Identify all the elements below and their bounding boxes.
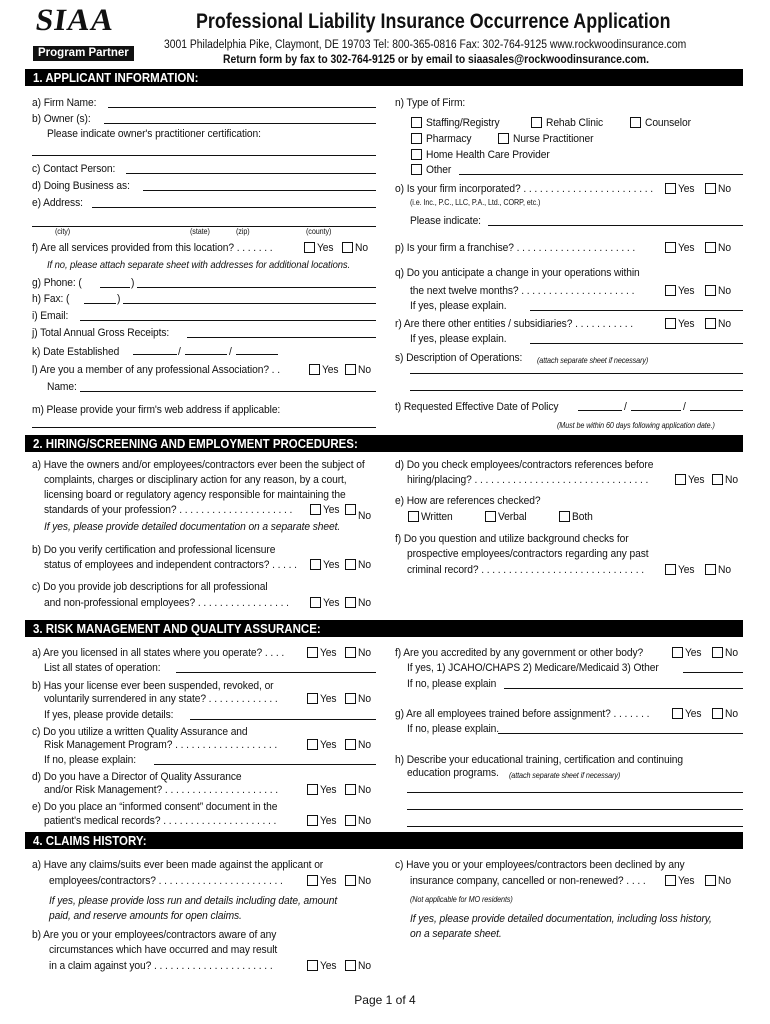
incorporated-question: o) Is your firm incorporated? . . . . . . . . . . . . . . . . . . . . . . . .: [395, 183, 653, 195]
yes-label: Yes: [678, 318, 695, 330]
risk-q-h-line2: education programs.: [407, 767, 499, 779]
change-operations-yes-checkbox[interactable]: [665, 285, 676, 296]
home-health-label: Home Health Care Provider: [426, 149, 550, 161]
section-header-applicant: 1. APPLICANT INFORMATION:: [25, 69, 743, 86]
trained-no-checkbox[interactable]: [712, 708, 723, 719]
same-location-no-checkbox[interactable]: [342, 242, 353, 253]
web-address-field[interactable]: [32, 427, 376, 428]
hiring-q-d-line1: d) Do you check employees/contractors references before: [395, 459, 654, 471]
franchise-question: p) Is your firm a franchise? . . . . . . . . . . . . . . . . . . . . . .: [395, 242, 636, 254]
address-label: e) Address:: [32, 197, 83, 209]
disciplinary-note: If yes, please provide detailed documentation on a separate sheet.: [44, 521, 341, 533]
same-location-question: f) Are all services provided from this location? . . . . . . .: [32, 242, 273, 254]
incorporated-yes-checkbox[interactable]: [665, 183, 676, 194]
declined-note-line1: If yes, please provide detailed documentation, including loss history,: [410, 913, 712, 925]
job-desc-yes-checkbox[interactable]: [310, 597, 321, 608]
background-check-no-checkbox[interactable]: [705, 564, 716, 575]
declined-yes-checkbox[interactable]: [665, 875, 676, 886]
county-caption: (county): [306, 227, 332, 236]
circumstances-yes-checkbox[interactable]: [307, 960, 318, 971]
claims-q-b-line3: in a claim against you? . . . . . . . . . . . . . . . . . . . . . .: [49, 960, 273, 972]
yes-label: Yes: [685, 647, 702, 659]
nurse-practitioner-checkbox[interactable]: [498, 133, 509, 144]
no-label: No: [725, 647, 738, 659]
subsidiaries-yes-checkbox[interactable]: [665, 318, 676, 329]
risk-q-f-line3: If no, please explain: [407, 678, 497, 690]
staffing-label: Staffing/Registry: [426, 117, 500, 129]
counselor-label: Counselor: [645, 117, 691, 129]
operations-description-field-1[interactable]: [410, 373, 743, 374]
date-established-month[interactable]: [133, 354, 177, 355]
risk-q-f-line1: f) Are you accredited by any government or other body?: [395, 647, 644, 659]
hiring-q-a-line1: a) Have the owners and/or employees/contractors ever been the subject of: [32, 459, 365, 471]
claims-note-line1: If yes, please provide loss run and details including date, amount: [49, 895, 338, 907]
phone-label: g) Phone: (: [32, 277, 82, 289]
yes-label: Yes: [320, 739, 337, 751]
yes-label: Yes: [322, 364, 339, 376]
email-field[interactable]: [80, 320, 376, 321]
subsidiaries-explain-field[interactable]: [530, 343, 743, 344]
job-desc-no-checkbox[interactable]: [345, 597, 356, 608]
qa-program-yes-checkbox[interactable]: [307, 739, 318, 750]
firm-name-label: a) Firm Name:: [32, 97, 97, 109]
fax-field[interactable]: [123, 303, 376, 304]
hiring-q-f-line3: criminal record? . . . . . . . . . . . . . . . . . . . . . . . . . . . . . .: [407, 564, 644, 576]
owner-field[interactable]: [104, 123, 376, 124]
yes-label: Yes: [323, 504, 340, 516]
association-no-checkbox[interactable]: [345, 364, 356, 375]
hiring-q-a-line4: standards of your profession? . . . . . . . . . . . . . . . . . . . . .: [44, 504, 293, 516]
education-field-2[interactable]: [407, 809, 743, 810]
no-label: No: [718, 242, 731, 254]
no-label: No: [718, 875, 731, 887]
effective-date-note: (Must be within 60 days following application date.): [557, 421, 715, 430]
other-firm-label: Other: [426, 164, 452, 176]
city-caption: (city): [55, 227, 71, 236]
address-field[interactable]: [92, 207, 376, 208]
yes-label: Yes: [320, 784, 337, 796]
dba-field[interactable]: [143, 190, 376, 191]
suspended-details-field[interactable]: [190, 719, 376, 720]
claims-q-c-line2: insurance company, cancelled or non-renewed? . . . .: [410, 875, 646, 887]
section-header-claims: 4. CLAIMS HISTORY:: [25, 832, 743, 849]
claims-q-b-line2: circumstances which have occurred and may result: [49, 944, 278, 956]
risk-q-c-line1: c) Do you utilize a written Quality Assurance and: [32, 726, 248, 738]
claims-q-c-line1: c) Have you or your employees/contractors been declined by any: [395, 859, 685, 871]
other-firm-checkbox[interactable]: [411, 164, 422, 175]
operations-description-field-2[interactable]: [410, 390, 743, 391]
references-no-checkbox[interactable]: [712, 474, 723, 485]
gross-receipts-field[interactable]: [187, 337, 376, 338]
no-label: No: [358, 647, 371, 659]
risk-q-a-line1: a) Are you licensed in all states where you operate? . . . .: [32, 647, 285, 659]
circumstances-no-checkbox[interactable]: [345, 960, 356, 971]
contact-person-label: c) Contact Person:: [32, 163, 116, 175]
risk-q-c-line2: Risk Management Program? . . . . . . . . . . . . . . . . . . .: [44, 739, 278, 751]
phone-field[interactable]: [137, 287, 376, 288]
association-question: l) Are you a member of any professional Association? . .: [32, 364, 280, 376]
owner-cert-label: Please indicate owner's practitioner certification:: [47, 128, 261, 140]
please-indicate-label: Please indicate:: [410, 215, 481, 227]
no-label: No: [358, 597, 371, 609]
hiring-q-b-line2: status of employees and independent contractors? . . . . .: [44, 559, 297, 571]
verify-cert-yes-checkbox[interactable]: [310, 559, 321, 570]
home-health-checkbox[interactable]: [411, 149, 422, 160]
risk-q-f-line2: If yes, 1) JCAHO/CHAPS 2) Medicare/Medicaid 3) Other: [407, 662, 659, 674]
risk-q-d-line2: and/or Risk Management? . . . . . . . . . . . . . . . . . . . . .: [44, 784, 279, 796]
background-check-yes-checkbox[interactable]: [665, 564, 676, 575]
gross-receipts-label: j) Total Annual Gross Receipts:: [32, 327, 170, 339]
entity-type-field[interactable]: [488, 225, 743, 226]
logo-subtitle: Program Partner: [33, 46, 134, 61]
no-label: No: [718, 183, 731, 195]
claims-no-checkbox[interactable]: [345, 875, 356, 886]
informed-consent-no-checkbox[interactable]: [345, 815, 356, 826]
pharmacy-label: Pharmacy: [426, 133, 472, 145]
hiring-q-f-line2: prospective employees/contractors regarding any past: [407, 548, 649, 560]
yes-label: Yes: [678, 242, 695, 254]
suspended-no-checkbox[interactable]: [345, 693, 356, 704]
operations-description-label: s) Description of Operations:: [395, 352, 523, 364]
no-label: No: [358, 364, 371, 376]
additional-locations-note: If no, please attach separate sheet with addresses for additional locations.: [47, 259, 351, 271]
disciplinary-yes-checkbox[interactable]: [310, 504, 321, 515]
effective-date-label: t) Requested Effective Date of Policy: [395, 401, 559, 413]
accredited-explain-field[interactable]: [504, 688, 743, 689]
qa-program-explain-field[interactable]: [154, 764, 376, 765]
incorporated-no-checkbox[interactable]: [705, 183, 716, 194]
risk-q-h-line1: h) Describe your educational training, certification and continuing: [395, 754, 684, 766]
trained-yes-checkbox[interactable]: [672, 708, 683, 719]
change-operations-question: q) Do you anticipate a change in your operations within: [395, 267, 640, 279]
date-slash: /: [683, 401, 686, 413]
education-field-1[interactable]: [407, 792, 743, 793]
hiring-q-d-line2: hiring/placing? . . . . . . . . . . . . . . . . . . . . . . . . . . . . . . . .: [407, 474, 649, 486]
suspended-yes-checkbox[interactable]: [307, 693, 318, 704]
section-header-hiring: 2. HIRING/SCREENING AND EMPLOYMENT PROCEDURES:: [25, 435, 743, 452]
yes-label: Yes: [317, 242, 334, 254]
no-label: No: [725, 708, 738, 720]
yes-label: Yes: [320, 960, 337, 972]
claims-q-a-line1: a) Have any claims/suits ever been made against the applicant or: [32, 859, 324, 871]
change-operations-no-checkbox[interactable]: [705, 285, 716, 296]
owner-label: b) Owner (s):: [32, 113, 91, 125]
no-label: No: [355, 242, 368, 254]
risk-q-c-line3: If no, please explain:: [44, 754, 137, 766]
effective-date-year[interactable]: [690, 410, 743, 411]
date-established-label: k) Date Established: [32, 346, 120, 358]
verbal-checkbox[interactable]: [485, 511, 496, 522]
yes-label: Yes: [688, 474, 705, 486]
same-location-yes-checkbox[interactable]: [304, 242, 315, 253]
franchise-yes-checkbox[interactable]: [665, 242, 676, 253]
verbal-label: Verbal: [498, 511, 527, 523]
contact-person-field[interactable]: [126, 173, 376, 174]
mo-residents-note: (Not applicable for MO residents): [410, 895, 513, 904]
owner-cert-field[interactable]: [32, 155, 376, 156]
subsidiaries-no-checkbox[interactable]: [705, 318, 716, 329]
claims-q-b-line1: b) Are you or your employees/contractors aware of any: [32, 929, 277, 941]
association-yes-checkbox[interactable]: [309, 364, 320, 375]
incorporated-note: (i.e. Inc., P.C., LLC, P.A., Ltd., CORP, etc.): [410, 198, 541, 207]
risk-q-e-line2: patient's medical records? . . . . . . . . . . . . . . . . . . . . .: [44, 815, 277, 827]
rehab-label: Rehab Clinic: [546, 117, 604, 129]
effective-date-month[interactable]: [578, 410, 622, 411]
education-field-3[interactable]: [407, 826, 743, 827]
risk-q-g-line2: If no, please explain.: [407, 723, 500, 735]
written-label: Written: [421, 511, 453, 523]
claims-note-line2: paid, and reserve amounts for open claims.: [49, 910, 242, 922]
page-title: Professional Liability Insurance Occurrence Application: [196, 10, 671, 33]
yes-label: Yes: [678, 564, 695, 576]
association-name-field[interactable]: [80, 391, 376, 392]
hiring-q-a-line3: licensing board or regulatory agency responsible for maintaining the: [44, 489, 346, 501]
licensed-no-checkbox[interactable]: [345, 647, 356, 658]
risk-q-a-line2: List all states of operation:: [44, 662, 161, 674]
fax-paren: ): [117, 293, 121, 305]
hiring-q-e: e) How are references checked?: [395, 495, 541, 507]
franchise-no-checkbox[interactable]: [705, 242, 716, 253]
change-operations-explain-field[interactable]: [530, 310, 743, 311]
no-label: No: [358, 815, 371, 827]
claims-yes-checkbox[interactable]: [307, 875, 318, 886]
yes-label: Yes: [323, 559, 340, 571]
staffing-checkbox[interactable]: [411, 117, 422, 128]
risk-q-b-line1: b) Has your license ever been suspended, revoked, or: [32, 680, 274, 692]
association-name-label: Name:: [47, 381, 77, 393]
no-label: No: [358, 784, 371, 796]
qa-program-no-checkbox[interactable]: [345, 739, 356, 750]
no-label: No: [358, 739, 371, 751]
phone-area-field[interactable]: [100, 287, 130, 288]
yes-label: Yes: [678, 183, 695, 195]
yes-label: Yes: [320, 875, 337, 887]
subsidiaries-explain-label: If yes, please explain.: [410, 333, 507, 345]
claims-q-a-line2: employees/contractors? . . . . . . . . . . . . . . . . . . . . . . .: [49, 875, 283, 887]
no-label: No: [725, 474, 738, 486]
no-label: No: [718, 318, 731, 330]
risk-q-g-line1: g) Are all employees trained before assignment? . . . . . . .: [395, 708, 650, 720]
hiring-q-c-line2: and non-professional employees? . . . . . . . . . . . . . . . . .: [44, 597, 289, 609]
yes-label: Yes: [320, 647, 337, 659]
email-label: i) Email:: [32, 310, 69, 322]
disciplinary-no-checkbox[interactable]: [345, 504, 356, 515]
both-label: Both: [572, 511, 593, 523]
pharmacy-checkbox[interactable]: [411, 133, 422, 144]
web-address-label: m) Please provide your firm's web address if applicable:: [32, 404, 281, 416]
written-checkbox[interactable]: [408, 511, 419, 522]
no-label: No: [358, 875, 371, 887]
date-established-day[interactable]: [185, 354, 227, 355]
accredited-no-checkbox[interactable]: [712, 647, 723, 658]
yes-label: Yes: [320, 693, 337, 705]
zip-caption: (zip): [236, 227, 250, 236]
no-label: No: [358, 559, 371, 571]
no-label: No: [718, 285, 731, 297]
yes-label: Yes: [678, 285, 695, 297]
yes-label: Yes: [320, 815, 337, 827]
change-operations-explain-label: If yes, please explain.: [410, 300, 507, 312]
date-slash: /: [229, 346, 232, 358]
no-label: No: [718, 564, 731, 576]
other-firm-field[interactable]: [459, 174, 743, 175]
hiring-q-a-line2: complaints, charges or disciplinary action for any reason, by a court,: [44, 474, 347, 486]
risk-q-e-line1: e) Do you place an “informed consent” document in the: [32, 801, 278, 813]
education-note: (attach separate sheet if necessary): [509, 771, 621, 780]
verify-cert-no-checkbox[interactable]: [345, 559, 356, 570]
licensed-yes-checkbox[interactable]: [307, 647, 318, 658]
director-qa-yes-checkbox[interactable]: [307, 784, 318, 795]
references-yes-checkbox[interactable]: [675, 474, 686, 485]
date-slash: /: [624, 401, 627, 413]
rehab-checkbox[interactable]: [531, 117, 542, 128]
firm-name-field[interactable]: [108, 107, 376, 108]
accredited-other-field[interactable]: [683, 672, 743, 673]
change-operations-question-2: the next twelve months? . . . . . . . . . . . . . . . . . . . . .: [410, 285, 635, 297]
hiring-q-b-line1: b) Do you verify certification and professional licensure: [32, 544, 276, 556]
company-address: 3001 Philadelphia Pike, Claymont, DE 19703 Tel: 800-365-0816 Fax: 302-764-9125 www.rockwoodinsurance.com: [164, 39, 687, 51]
yes-label: Yes: [678, 875, 695, 887]
risk-q-b-line3: If yes, please provide details:: [44, 709, 174, 721]
states-field[interactable]: [176, 672, 376, 673]
return-instructions: Return form by fax to 302-764-9125 or by email to siaasales@rockwoodinsurance.com.: [223, 54, 649, 66]
hiring-q-c-line1: c) Do you provide job descriptions for all professional: [32, 581, 268, 593]
yes-label: Yes: [685, 708, 702, 720]
effective-date-day[interactable]: [631, 410, 681, 411]
subsidiaries-question: r) Are there other entities / subsidiaries? . . . . . . . . . . .: [395, 318, 634, 330]
hiring-q-f-line1: f) Do you question and utilize background checks for: [395, 533, 629, 545]
no-label: No: [358, 693, 371, 705]
date-established-year[interactable]: [236, 354, 278, 355]
both-checkbox[interactable]: [559, 511, 570, 522]
section-header-risk: 3. RISK MANAGEMENT AND QUALITY ASSURANCE:: [25, 620, 743, 637]
accredited-yes-checkbox[interactable]: [672, 647, 683, 658]
fax-label: h) Fax: (: [32, 293, 70, 305]
state-caption: (state): [190, 227, 210, 236]
logo-text: SIAA: [33, 2, 117, 37]
risk-q-b-line2: voluntarily surrendered in any state? . . . . . . . . . . . . .: [44, 693, 278, 705]
dba-label: d) Doing Business as:: [32, 180, 130, 192]
fax-area-field[interactable]: [84, 303, 116, 304]
risk-q-d-line1: d) Do you have a Director of Quality Assurance: [32, 771, 242, 783]
page-number: Page 1 of 4: [354, 993, 416, 1007]
yes-label: Yes: [323, 597, 340, 609]
operations-description-note: (attach separate sheet if necessary): [537, 356, 649, 365]
no-label: No: [358, 960, 371, 972]
nurse-practitioner-label: Nurse Practitioner: [513, 133, 594, 145]
date-slash: /: [178, 346, 181, 358]
phone-paren: ): [131, 277, 135, 289]
declined-no-checkbox[interactable]: [705, 875, 716, 886]
director-qa-no-checkbox[interactable]: [345, 784, 356, 795]
type-of-firm-label: n) Type of Firm:: [395, 97, 466, 109]
counselor-checkbox[interactable]: [630, 117, 641, 128]
no-label: No: [358, 510, 371, 522]
declined-note-line2: on a separate sheet.: [410, 928, 502, 940]
trained-explain-field[interactable]: [498, 733, 743, 734]
informed-consent-yes-checkbox[interactable]: [307, 815, 318, 826]
